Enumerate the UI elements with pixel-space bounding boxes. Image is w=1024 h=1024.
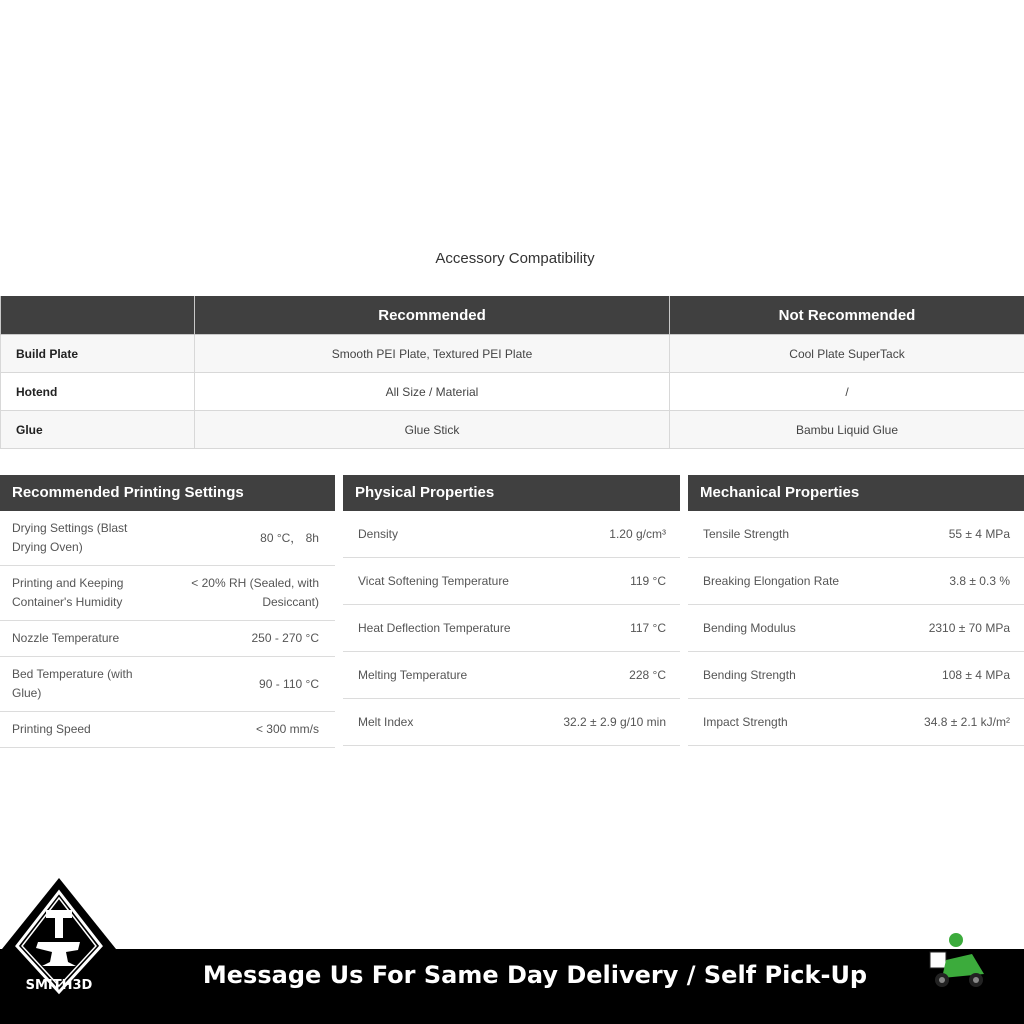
property-value: < 300 mm/s <box>255 722 319 736</box>
recommended-cell: Glue Stick <box>195 411 670 449</box>
table-row <box>1 335 1024 373</box>
accessory-compatibility-table <box>0 296 1024 449</box>
property-name: Breaking Elongation Rate <box>703 573 840 588</box>
table-header-blank <box>1 296 195 335</box>
property-value: 2310 ± 70 MPa <box>928 620 1010 635</box>
property-name: Density <box>358 526 399 541</box>
property-value: 55 ± 4 MPa <box>948 526 1010 541</box>
table-header-not-recommended: Not Recommended <box>670 296 1024 335</box>
list-item <box>0 566 335 621</box>
mechanical-properties-panel <box>688 475 1024 746</box>
recommended-cell: Smooth PEI Plate, Textured PEI Plate <box>195 335 670 373</box>
row-label: Hotend <box>1 373 195 411</box>
property-value: 250 - 270 °C <box>251 631 319 645</box>
property-value: 228 °C <box>629 667 666 682</box>
list-item <box>343 605 680 652</box>
footer-message: Message Us For Same Day Delivery / Self Pick-Up <box>202 961 868 989</box>
property-value: 90 - 110 °C <box>259 676 319 691</box>
property-value: 117 °C <box>630 620 666 635</box>
list-item <box>688 558 1024 605</box>
property-name: Melting Temperature <box>358 667 468 682</box>
table-row <box>1 411 1024 449</box>
property-value: < 20% RH (Sealed, with Desiccant) <box>191 576 319 609</box>
recommended-cell: All Size / Material <box>195 373 670 411</box>
list-item <box>688 605 1024 652</box>
table-row <box>1 373 1024 411</box>
panel-title: Mechanical Properties <box>688 475 1024 511</box>
property-name: Nozzle Temperature <box>12 631 120 645</box>
property-name: Tensile Strength <box>703 526 790 541</box>
property-name: Bed Temperature (with Glue) <box>12 667 133 700</box>
property-value: 1.20 g/cm³ <box>609 526 666 541</box>
property-name: Vicat Softening Temperature <box>358 573 509 588</box>
table-header-row <box>1 296 1024 335</box>
row-label: Glue <box>1 411 195 449</box>
panel-title: Recommended Printing Settings <box>0 475 335 511</box>
anvil-hammer-logo <box>0 876 118 1024</box>
list-item <box>0 621 335 657</box>
list-item <box>688 699 1024 746</box>
property-value: 119 °C <box>630 573 666 588</box>
property-name: Printing and Keeping Container's Humidity <box>12 576 124 609</box>
brand-name: SMITH3D <box>25 978 93 993</box>
property-name: Melt Index <box>358 714 414 729</box>
property-name: Heat Deflection Temperature <box>358 620 511 635</box>
property-value: 108 ± 4 MPa <box>942 667 1010 682</box>
property-value: 34.8 ± 2.1 kJ/m² <box>924 714 1010 729</box>
not-recommended-cell: Bambu Liquid Glue <box>670 411 1024 449</box>
property-value: 80 °C， 8h <box>260 530 319 545</box>
list-item <box>343 558 680 605</box>
accessory-compatibility-title: Accessory Compatibility <box>435 250 595 267</box>
list-item <box>0 712 335 748</box>
table-header-recommended: Recommended <box>195 296 670 335</box>
printing-settings-panel <box>0 475 335 748</box>
list-item <box>343 511 680 558</box>
property-name: Bending Modulus <box>703 620 796 635</box>
list-item <box>343 699 680 746</box>
not-recommended-cell: / <box>670 373 1024 411</box>
list-item <box>0 511 335 566</box>
panel-title: Physical Properties <box>343 475 680 511</box>
property-value: 32.2 ± 2.9 g/10 min <box>563 714 666 729</box>
property-name: Drying Settings (Blast Drying Oven) <box>12 521 128 554</box>
row-label: Build Plate <box>1 335 195 373</box>
not-recommended-cell: Cool Plate SuperTack <box>670 335 1024 373</box>
list-item <box>0 657 335 712</box>
physical-properties-panel <box>343 475 680 746</box>
property-name: Printing Speed <box>12 722 91 736</box>
delivery-scooter-icon <box>928 930 988 992</box>
property-value: 3.8 ± 0.3 % <box>949 573 1010 588</box>
list-item <box>688 652 1024 699</box>
list-item <box>343 652 680 699</box>
property-name: Bending Strength <box>703 667 796 682</box>
property-name: Impact Strength <box>703 714 788 729</box>
list-item <box>688 511 1024 558</box>
